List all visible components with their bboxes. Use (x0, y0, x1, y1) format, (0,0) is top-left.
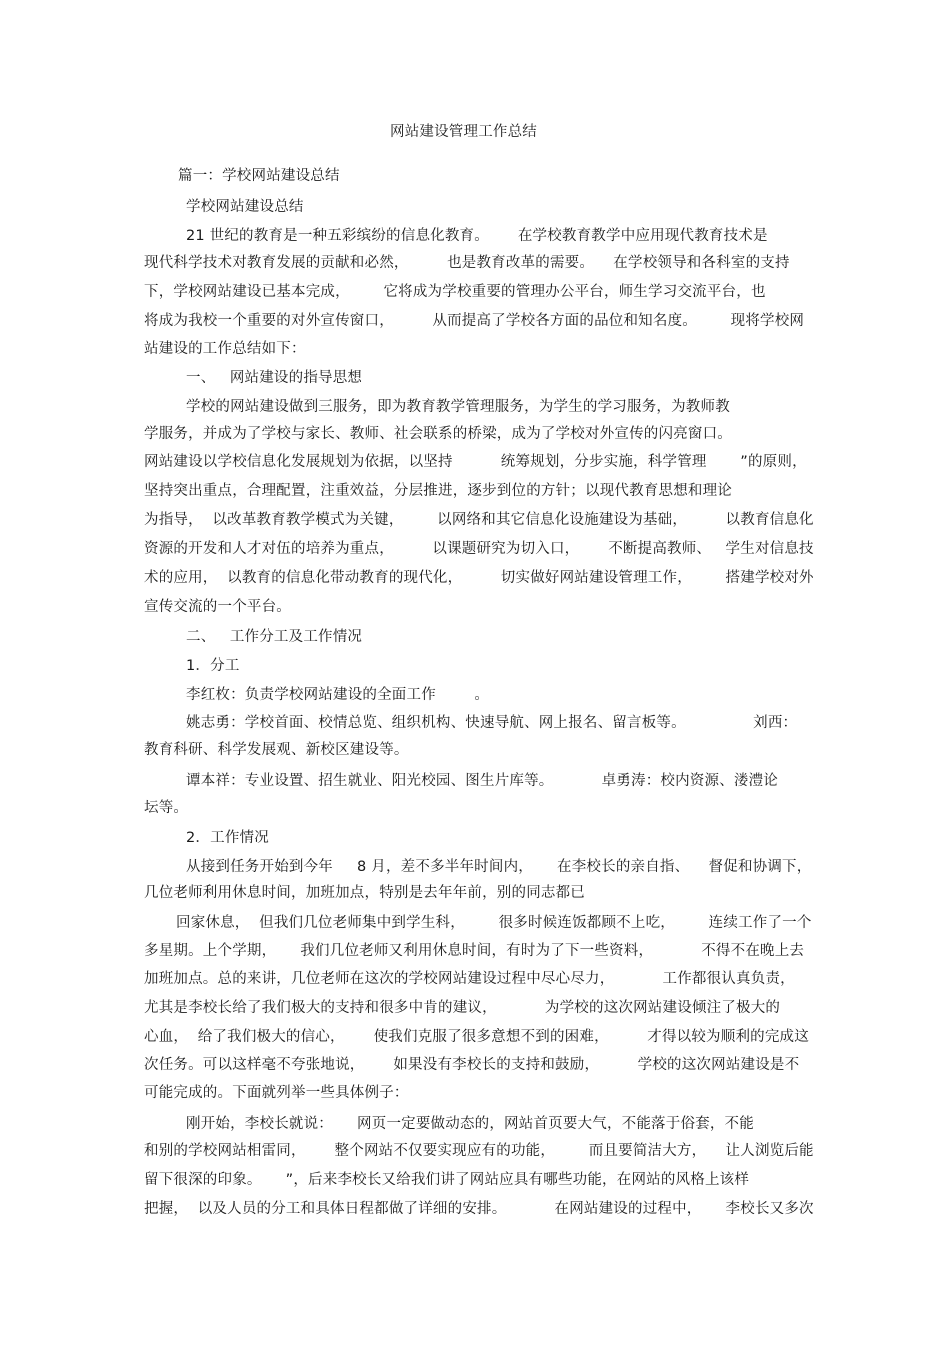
text-line: 心血， 给了我们极大的信心， 使我们克服了很多意想不到的困难， 才得以较为顺利的完成这 (144, 1029, 809, 1045)
text-line: 宣传交流的一个平台。 (144, 599, 291, 615)
text-line: 尤其是李校长给了我们极大的支持和很多中肯的建议， 为学校的这次网站建设倾注了极大的 (144, 1000, 781, 1016)
text-line: 几位老师利用休息时间，加班加点，特别是去年年前，别的同志都已 (144, 885, 585, 901)
text-line: 刚开始，李校长就说： 网页一定要做动态的，网站首页要大气，不能落于俗套，不能 (186, 1116, 754, 1132)
text-line: 21 世纪的教育是一种五彩缤纷的信息化教育。 在学校教育教学中应用现代教育技术是 (186, 228, 768, 244)
text-line: 下，学校网站建设已基本完成， 它将成为学校重要的管理办公平台，师生学习交流平台，也 (144, 284, 766, 300)
text-line: 把握， 以及人员的分工和具体日程都做了详细的安排。 在网站建设的过程中， 李校长又多次 (144, 1201, 814, 1217)
text-line: 学校网站建设总结 (186, 199, 304, 215)
text-line: 和别的学校网站相雷同， 整个网站不仅要实现应有的功能， 而且要简洁大方， 让人浏览后能 (144, 1143, 814, 1159)
text-line: 学服务，并成为了学校与家长、教师、社会联系的桥梁，成为了学校对外宣传的闪亮窗口。 (144, 426, 732, 442)
text-line: 站建设的工作总结如下： (144, 341, 306, 357)
text-line: 留下很深的印象。 ”，后来李校长又给我们讲了网站应具有哪些功能，在网站的风格上该样 (144, 1172, 750, 1188)
text-line: 次任务。可以这样毫不夸张地说， 如果没有李校长的支持和鼓励， 学校的这次网站建设是不 (144, 1057, 800, 1073)
text-line: 术的应用， 以教育的信息化带动教育的现代化， 切实做好网站建设管理工作， 搭建学校对外 (144, 570, 814, 586)
text-line: 回家休息， 但我们几位老师集中到学生科， 很多时候连饭都顾不上吃， 连续工作了一个 (176, 915, 812, 931)
text-line: 篇一：学校网站建设总结 (178, 168, 340, 184)
text-line: 可能完成的。下面就列举一些具体例子： (144, 1085, 409, 1101)
text-line: 李红枚：负责学校网站建设的全面工作 。 (186, 687, 490, 703)
document-title: 网站建设管理工作总结 (390, 124, 537, 140)
text-line: 谭本祥：专业设置、招生就业、阳光校园、图生片库等。 卓勇涛：校内资源、溇澧论 (186, 773, 778, 789)
section-heading: 一、 网站建设的指导思想 (186, 370, 363, 386)
text-line: 姚志勇：学校首面、校情总览、组织机构、快速导航、网上报名、留言板等。 刘西： (186, 715, 798, 731)
text-line: 加班加点。总的来讲，几位老师在这次的学校网站建设过程中尽心尽力， 工作都很认真负责， (144, 971, 795, 987)
text-line: 从接到任务开始到今年 8 月，差不多半年时间内， 在李校长的亲自指、 督促和协调下， (186, 859, 812, 875)
subsection-heading: 2．工作情况 (186, 830, 269, 846)
text-line: 现代科学技术对教育发展的贡献和必然， 也是教育改革的需要。 在学校领导和各科室的支持 (144, 255, 790, 271)
text-line: 学校的网站建设做到三服务，即为教育教学管理服务，为学生的学习服务，为教师教 (186, 399, 730, 415)
text-line: 将成为我校一个重要的对外宣传窗口， 从而提高了学校各方面的品位和知名度。 现将学校网 (144, 313, 805, 329)
text-line: 为指导， 以改革教育教学模式为关键， 以网络和其它信息化设施建设为基础， 以教育信息化 (144, 512, 814, 528)
text-line: 教育科研、科学发展观、新校区建设等。 (144, 742, 409, 758)
text-line: 坚持突出重点，合理配置，注重效益，分层推进，逐步到位的方针；以现代教育思想和理论 (144, 483, 732, 499)
text-line: 网站建设以学校信息化发展规划为依据，以坚持 统筹规划，分步实施，科学管理 ”的原则， (144, 454, 807, 470)
text-line: 坛等。 (144, 800, 189, 816)
section-heading: 二、 工作分工及工作情况 (186, 629, 363, 645)
text-line: 资源的开发和人才对伍的培养为重点， 以课题研究为切入口， 不断提高教师、 学生对信息技 (144, 541, 814, 557)
text-line: 多星期。上个学期， 我们几位老师又利用休息时间，有时为了下一些资料， 不得不在晚上去 (144, 943, 805, 959)
subsection-heading: 1．分工 (186, 658, 240, 674)
